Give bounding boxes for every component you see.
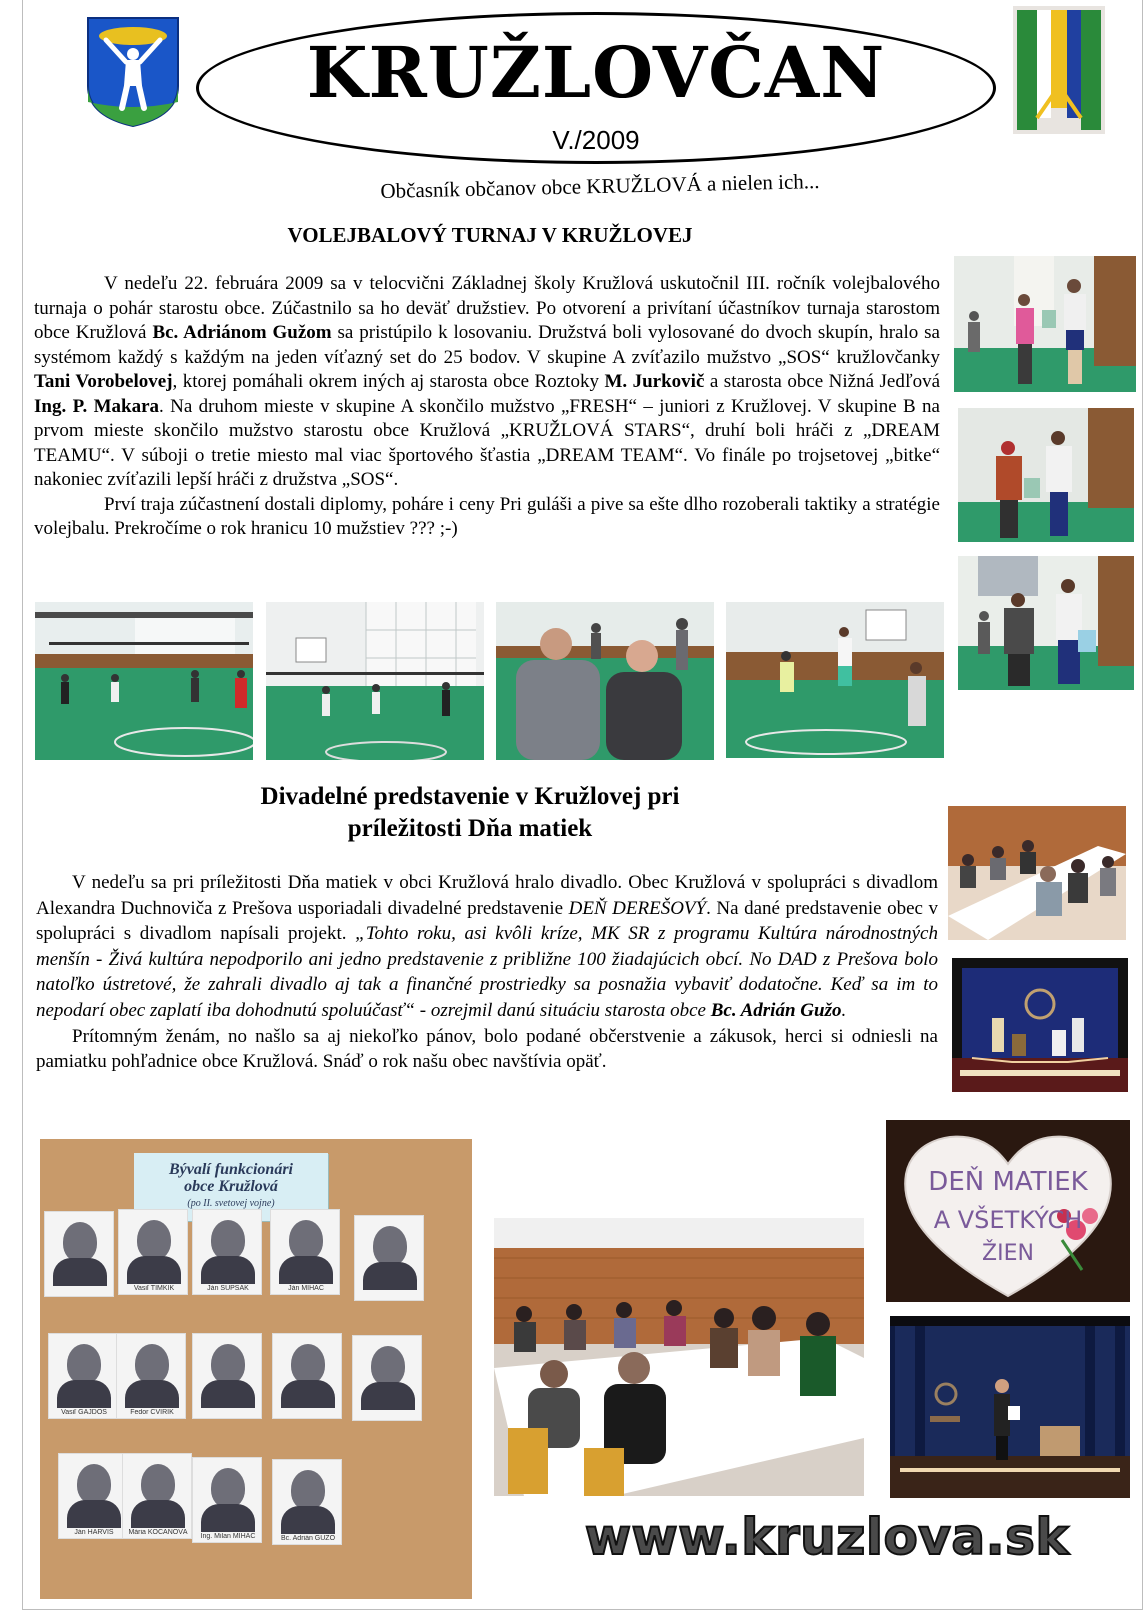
text-run: . Na druhom mieste v skupine A skončilo mužstvo „FRESH“ – juniori z Kružlovej. V skupine B na prvom mieste skončilo mužstvo starostu obce Kružlová „KRUŽLOVÁ STARS“, druhí boli hráči z „DREAM TEAMU“. V súboji o tretie miesto mal viac športového šťastia „DREAM TEAM“. Vo finále po trojsetovej „bitke“ nakoniec zvíťazili lepší hráči z družstva „SOS“.: [34, 395, 940, 490]
portrait-caption: Ing. Milan MIHAC: [200, 1533, 256, 1540]
text-run: M. Jurkovič: [604, 371, 705, 392]
photo-award-ceremony-3: [958, 556, 1134, 690]
portrait-body: [57, 1380, 111, 1408]
portrait-body: [53, 1258, 107, 1286]
village-flag: [1013, 6, 1105, 134]
portrait-body: [361, 1382, 415, 1410]
portrait-face: [135, 1344, 169, 1384]
heart-sign-line-2: A VŠETKÝCH: [933, 1206, 1083, 1234]
official-portrait: [272, 1333, 342, 1419]
theatre-heading-line-2: príležitosti Dňa matiek: [347, 815, 593, 842]
village-coat-of-arms: [86, 16, 180, 128]
text-run: Ing. P. Makara: [34, 395, 159, 417]
newsletter-title: KRUŽLOVČAN: [306, 31, 886, 114]
portrait-caption: Ján HARVIŠ: [74, 1529, 114, 1536]
photo-award-ceremony-2: [958, 408, 1134, 542]
text-run: sa pristúpilo k losovaniu. Družstvá boli vylosované do dvoch skupín, hralo sa systémom každý s každým na jeden víťazný set do 25 bodov. V skupine A zvíťazilo mužstvo „SOS“ kružlovčanky: [34, 322, 940, 368]
photo-audience-tables: [948, 806, 1126, 940]
theatre-heading-line-1: Divadelné predstavenie v Kružlovej pri: [260, 783, 680, 810]
text-run: V nedeľu sa pri príležitosti Dňa matiek v obci Kružlová hralo divadlo. Obec Kružlová v spolupráci s divadlom Alexandra Duchnoviča z Prešova usporiadali divadelné predstavenie: [36, 872, 938, 919]
portrait-face: [291, 1470, 325, 1510]
former-officials-board: [40, 1139, 472, 1599]
heart-sign-line-3: ŽIEN: [982, 1241, 1034, 1266]
photo-volleyball-match-2: [266, 602, 484, 760]
portrait-face: [373, 1226, 407, 1266]
photo-heart-sign: [886, 1120, 1130, 1302]
photo-mothers-day-dinner: [494, 1218, 864, 1496]
photo-theatre-stage-1: [952, 958, 1128, 1092]
portrait-face: [77, 1464, 111, 1504]
portrait-body: [201, 1256, 255, 1284]
issue-number: V./2009: [552, 125, 640, 155]
portrait-body: [67, 1500, 121, 1528]
photo-team-players: [496, 602, 714, 760]
photo-theatre-stage-2: [890, 1316, 1130, 1498]
portrait-face: [211, 1220, 245, 1260]
photo-volleyball-match-1: [35, 602, 253, 760]
heart-sign-line-1: DEŇ MATIEK: [928, 1167, 1088, 1197]
portrait-body: [131, 1500, 185, 1528]
official-portrait: [270, 1209, 340, 1295]
portrait-face: [211, 1344, 245, 1384]
photo-volleyball-match-3: [726, 602, 944, 758]
text-run: Tani Vorobelovej: [34, 371, 173, 392]
photo-award-ceremony-1: [954, 256, 1136, 392]
portrait-caption: Fedor ČVIRIK: [130, 1409, 174, 1416]
official-portrait: [192, 1333, 262, 1419]
text-run: V nedeľu 22. februára 2009 sa v telocvični Základnej školy Kružlová uskutočnil III. ročník volejbalového turnaja o pohár starostu obce. Zúčastnilo sa ho deväť družstiev. Po otvorení a privítaní účastníkov turnaja starostom obce Kružlová: [34, 273, 940, 343]
official-portrait: [354, 1215, 424, 1301]
portrait-body: [363, 1262, 417, 1290]
text-run: a starosta obce Nižná Jedľová: [704, 371, 940, 392]
board-sign-title: Bývalí funkcionári: [168, 1161, 293, 1178]
text-run: Bc. Adriánom Gužom: [152, 322, 332, 343]
theatre-paragraph-1: [36, 870, 938, 1024]
official-portrait: [44, 1211, 114, 1297]
official-portrait: [192, 1209, 262, 1295]
volleyball-article: [34, 272, 940, 578]
text-run: .: [841, 999, 847, 1021]
official-portrait: [58, 1453, 128, 1539]
portrait-caption: Mária KOČANOVÁ: [128, 1529, 188, 1536]
portrait-caption: Vasiľ TIMKIK: [133, 1285, 175, 1292]
theatre-article: [36, 870, 938, 1128]
text-run: Bc. Adrián Gužo: [710, 999, 842, 1021]
official-portrait: [116, 1333, 186, 1419]
newsletter-motto: Občasník občanov obce KRUŽLOVÁ a nielen ich...: [380, 169, 820, 203]
theatre-paragraph-2: Prítomným ženám, no našlo sa aj niekoľko pánov, bolo podané občerstvenie a zákusok, herci si odniesli na pamiatku pohľadnice obce Kružlová. Snáď o rok našu obec navštívia opäť.: [36, 1025, 938, 1073]
official-portrait: [192, 1457, 262, 1543]
theatre-heading: [150, 781, 790, 845]
official-portrait: [122, 1453, 192, 1539]
portrait-body: [201, 1504, 255, 1532]
portrait-caption: Ján MIHAC: [288, 1285, 324, 1292]
text-run: , ktorej pomáhali okrem iných aj starosta obce Roztoky: [172, 371, 605, 392]
portrait-caption: Vasiľ GAJDOŠ: [61, 1409, 107, 1416]
volleyball-heading: VOLEJBALOVÝ TURNAJ V KRUŽLOVEJ: [287, 223, 693, 247]
portrait-face: [141, 1464, 175, 1504]
volleyball-paragraph-1: [34, 272, 940, 493]
portrait-face: [289, 1220, 323, 1260]
official-portrait: [48, 1333, 118, 1419]
portrait-face: [63, 1222, 97, 1262]
volleyball-paragraph-2: Prví traja zúčastnení dostali diplomy, poháre i ceny Pri guláši a pive sa ešte dlho rozoberali taktiky a stratégie volejbalu. Prekročíme o rok hranicu 10 mužstiev ??? ;-): [34, 493, 940, 539]
portrait-body: [127, 1256, 181, 1284]
portrait-body: [279, 1256, 333, 1284]
portrait-face: [67, 1344, 101, 1384]
website-url[interactable]: www.kruzlova.sk: [584, 1508, 1070, 1566]
text-run: „Tohto roku, asi kvôli kríze, MK SR z programu Kultúra národnostných menšín - Živá kultúra nepodporilo ani jedno predstavenie z približne 100 žiadajúcich obcí. No DAD z Prešova bolo natoľko ústretové, že zahrali divadlo aj tak a finančné prostriedky sa posnažia vybaviť dodatočne. Keď sa im to nepodarí obec zaplatí iba dohodnutú spoluúčasť“ - ozrejmil danú situáciu starosta obce: [36, 923, 938, 1021]
portrait-body: [281, 1380, 335, 1408]
portrait-face: [137, 1220, 171, 1260]
text-run: . Na dané predstavenie obec v spolupráci s divadlom napísali projekt.: [36, 897, 938, 945]
official-portrait: [352, 1335, 422, 1421]
portrait-body: [125, 1380, 179, 1408]
board-sign-note: (po II. svetovej vojne): [187, 1198, 275, 1209]
portrait-caption: Ján ŠUPŠÁK: [207, 1285, 249, 1292]
portrait-face: [211, 1468, 245, 1508]
portrait-caption: Bc. Adrián GUŽO: [280, 1535, 336, 1542]
portrait-face: [371, 1346, 405, 1386]
board-sign-subtitle: obce Kružlová: [184, 1178, 278, 1195]
portrait-face: [291, 1344, 325, 1384]
portrait-body: [281, 1506, 335, 1534]
text-run: DEŇ DEREŠOVÝ: [568, 897, 707, 919]
official-portrait: [272, 1459, 342, 1545]
portrait-body: [201, 1380, 255, 1408]
official-portrait: [118, 1209, 188, 1295]
